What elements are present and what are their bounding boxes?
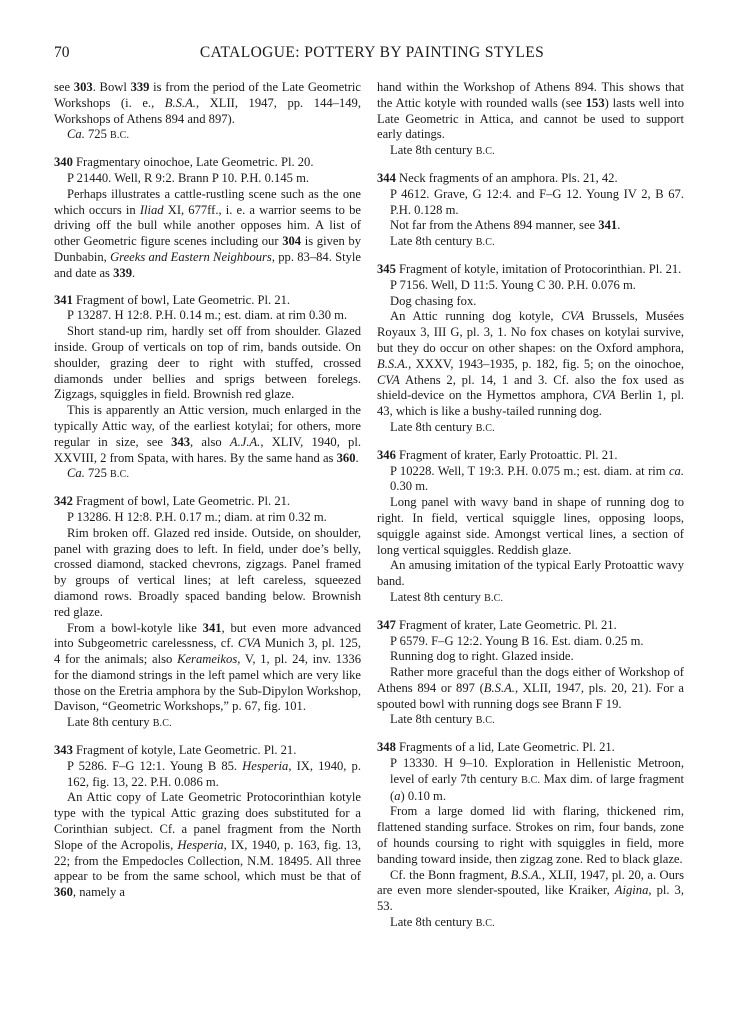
- entry-number: 343: [54, 743, 73, 758]
- entry-title: Fragment of kotyle, Late Geometric. Pl. 21.: [72, 743, 297, 758]
- catalogue-entry-348: [377, 740, 684, 932]
- entry-description: Dog chasing fox.: [390, 293, 477, 308]
- entry-number: 345: [377, 261, 396, 276]
- entry-date: Latest 8th century B.C.: [390, 589, 504, 604]
- entry-title: Fragmentary oinochoe, Late Geometric. Pl. 20.: [72, 155, 314, 170]
- catalogue-entry-345: [377, 262, 684, 437]
- continuation-text: hand within the Workshop of Athens 894. This shows that the Attic kotyle with rounded walls (see 153) lasts well into Late Geometric in Attica, and cannot be used to support early datings.: [377, 80, 684, 142]
- entry-number: 341: [54, 292, 73, 307]
- catalogue-entry-341: [54, 293, 361, 484]
- entry-commentary: From a bowl-kotyle like 341, but even more advanced into Subgeometric carelessness, cf. CVA Munich 3, pl. 125, 4 for the animals; also Kerameikos, V, 1, pl. 24, inv. 1336 for the diamond strings in the left pamel which are very like those on the Eretria amphora by the Sub-Dipylon Workshop, Davison, “Geometric Workshops,” p. 67, fig. 101.: [54, 620, 362, 714]
- entry-heading: [377, 171, 684, 187]
- entry-title: Fragment of krater, Early Protoattic. Pl. 21.: [395, 447, 618, 462]
- catalogue-entry-347: [377, 618, 684, 730]
- entry-commentary: An Attic running dog kotyle, CVA Brussels, Musées Royaux 3, III G, pl. 3, 1. No fox chases on kotylai survive, but they do occur on other shapes: on the Oxford amphora, B.S.A., XXXV, 1943–1935, p. 182, fig. 5; on the oinochoe, CVA Athens 2, pl. 14, 1 and 3. Cf. also the fox used as shield-device on the Hymettos amphora, CVA Berlin 1, pl. 43, which is like a bushy-tailed running dog.: [377, 309, 684, 419]
- catalogue-entry-346: [377, 448, 684, 607]
- entry-commentary: An amusing imitation of the typical Early Protoattic wavy band.: [377, 558, 684, 589]
- catalogue-entry-342: [54, 494, 361, 732]
- left-column: [54, 80, 361, 901]
- entry-date: Late 8th century B.C.: [390, 915, 495, 930]
- entry-heading: [54, 743, 361, 759]
- catalogue-entry-340: [54, 155, 361, 281]
- page-number: 70: [54, 44, 70, 61]
- entry-description: Long panel with wavy band in shape of running dog to right. In field, vertical squiggle lines, opposing loops, squiggle against side. Amongst vertical lines, a section of long vertical squiggles. Reddish glaze.: [377, 495, 684, 557]
- entry-title: Fragment of bowl, Late Geometric. Pl. 21.: [72, 494, 291, 509]
- entry-commentary: Rather more graceful than the dogs either of Workshop of Athens 894 or 897 (B.S.A., XLII, 1947, pls. 20, 21). For a spouted bowl with running dogs see Brann F 19.: [377, 665, 684, 711]
- entry-title: Fragment of bowl, Late Geometric. Pl. 21.: [72, 292, 291, 307]
- entry-heading: [54, 293, 361, 309]
- entry-title: Fragment of kotyle, imitation of Protocorinthian. Pl. 21.: [395, 261, 682, 276]
- entry-date: Late 8th century B.C.: [67, 715, 172, 730]
- entry-title: Fragments of a lid, Late Geometric. Pl. 21.: [395, 740, 615, 755]
- entry-date: Ca. 725 B.C.: [67, 127, 130, 142]
- entry-number: 347: [377, 617, 396, 632]
- entry-description: Perhaps illustrates a cattle-rustling scene such as the one which occurs in Iliad XI, 677ff., i. e. a warrior seems to be driving off the bull while another opposes him. A list of other Geometric figure scenes including our 304 is given by Dunbabin, Greeks and Eastern Neighbours, pp. 83–84. Style and date as 339.: [54, 186, 362, 280]
- entry-meta: P 4612. Grave, G 12:4. and F–G 12. Young IV 2, B 67. P.H. 0.128 m.: [390, 186, 684, 217]
- entry-commentary: Cf. the Bonn fragment, B.S.A., XLII, 1947, pl. 20, a. Ours are even more slender-spouted, like Kraiker, Aigina, pl. 3, 53.: [377, 867, 684, 914]
- entry-date: Ca. 725 B.C.: [67, 466, 130, 481]
- entry-date: Late 8th century B.C.: [390, 419, 495, 434]
- entry-meta: P 13286. H 12:8. P.H. 0.17 m.; diam. at rim 0.32 m.: [67, 509, 327, 524]
- entry-meta: P 7156. Well, D 11:5. Young C 30. P.H. 0.076 m.: [390, 277, 636, 292]
- entry-heading: [377, 618, 684, 634]
- right-column: [377, 80, 684, 932]
- entry-title: Neck fragments of an amphora. Pls. 21, 42.: [395, 170, 618, 185]
- entry-meta: P 21440. Well, R 9:2. Brann P 10. P.H. 0.145 m.: [67, 170, 310, 185]
- entry-meta: P 13330. H 9–10. Exploration in Hellenistic Metroon, level of early 7th century B.C. Max dim. of large fragment (a) 0.10 m.: [390, 756, 684, 803]
- entry-description: Short stand-up rim, hardly set off from shoulder. Glazed inside. Group of verticals on top of rim, bands outside. On shoulder, grazing deer to right with stuffed, crossed diamonds under bellies and sprigs between forelegs. Zigzags, squiggles in field. Brownish red glaze.: [54, 324, 361, 402]
- continuation-text: see 303. Bowl 339 is from the period of the Late Geometric Workshops (i. e., B.S.A., XLII, 1947, pp. 144–149, Workshops of Athens 894 and 897).: [54, 80, 361, 126]
- entry-description: Running dog to right. Glazed inside.: [390, 649, 574, 664]
- entry-description: From a large domed lid with flaring, thickened rim, flattened standing surface. Strokes on rim, four bands, zone of hounds coursing to right with squiggles in field, more banding toward inside, then zigzag zone. Red to black glaze.: [377, 804, 684, 866]
- entry-meta: P 10228. Well, T 19:3. P.H. 0.075 m.; est. diam. at rim ca. 0.30 m.: [390, 463, 684, 494]
- entry-commentary: This is apparently an Attic version, much enlarged in the typically Attic way, of the earliest kotylai; for others, more regular in size, see 343, also A.J.A., XLIV, 1940, pl. XXVIII, 2 from Spata, with hares. By the same hand as 360.: [54, 403, 362, 465]
- entry-heading: [54, 155, 361, 171]
- entry-meta: P 13287. H 12:8. P.H. 0.14 m.; est. diam. at rim 0.30 m.: [67, 308, 348, 323]
- entry-heading: [377, 740, 684, 756]
- catalogue-entry-343: [54, 743, 361, 901]
- entry-number: 344: [377, 170, 396, 185]
- entry-number: 342: [54, 494, 73, 509]
- entry-339-continuation: [54, 80, 361, 144]
- entry-343-continuation: [377, 80, 684, 160]
- entry-heading: [377, 262, 684, 278]
- entry-meta: P 5286. F–G 12:1. Young B 85. Hesperia, IX, 1940, p. 162, fig. 13, 22. P.H. 0.086 m.: [67, 758, 361, 789]
- entry-meta: P 6579. F–G 12:2. Young B 16. Est. diam. 0.25 m.: [390, 633, 644, 648]
- running-title: CATALOGUE: POTTERY BY PAINTING STYLES: [199, 44, 545, 61]
- catalogue-entry-344: [377, 171, 684, 251]
- entry-number: 348: [377, 740, 396, 755]
- entry-number: 340: [54, 155, 73, 170]
- entry-commentary: Not far from the Athens 894 manner, see 341.: [390, 218, 621, 233]
- entry-heading: [377, 448, 684, 464]
- entry-number: 346: [377, 447, 396, 462]
- entry-heading: [54, 494, 361, 510]
- entry-description: Rim broken off. Glazed red inside. Outside, on shoulder, panel with grazing does to left. In field, under doe’s belly, crossed diamond, stacked chevrons, zigzags. Panel framed by groups of vertical lines; at left careless, squeezed diamond rows. Broadly spaced banding below. Brownish red glaze.: [54, 525, 361, 619]
- entry-date: Late 8th century B.C.: [390, 712, 495, 727]
- entry-date: Late 8th century B.C.: [390, 143, 495, 158]
- entry-commentary: An Attic copy of Late Geometric Protocorinthian kotyle type with the typical Attic grazing does substituted for a Corinthian subject. Cf. a panel fragment from the North Slope of the Acropolis, Hesperia, IX, 1940, p. 163, fig. 13, 22; from the Empedocles Collection, N.M. 18495. All three appear to be from the same school, which must be that of 360, namely a: [54, 790, 361, 900]
- page-header: [54, 44, 690, 68]
- entry-title: Fragment of krater, Late Geometric. Pl. 21.: [395, 617, 617, 632]
- entry-date: Late 8th century B.C.: [390, 234, 495, 249]
